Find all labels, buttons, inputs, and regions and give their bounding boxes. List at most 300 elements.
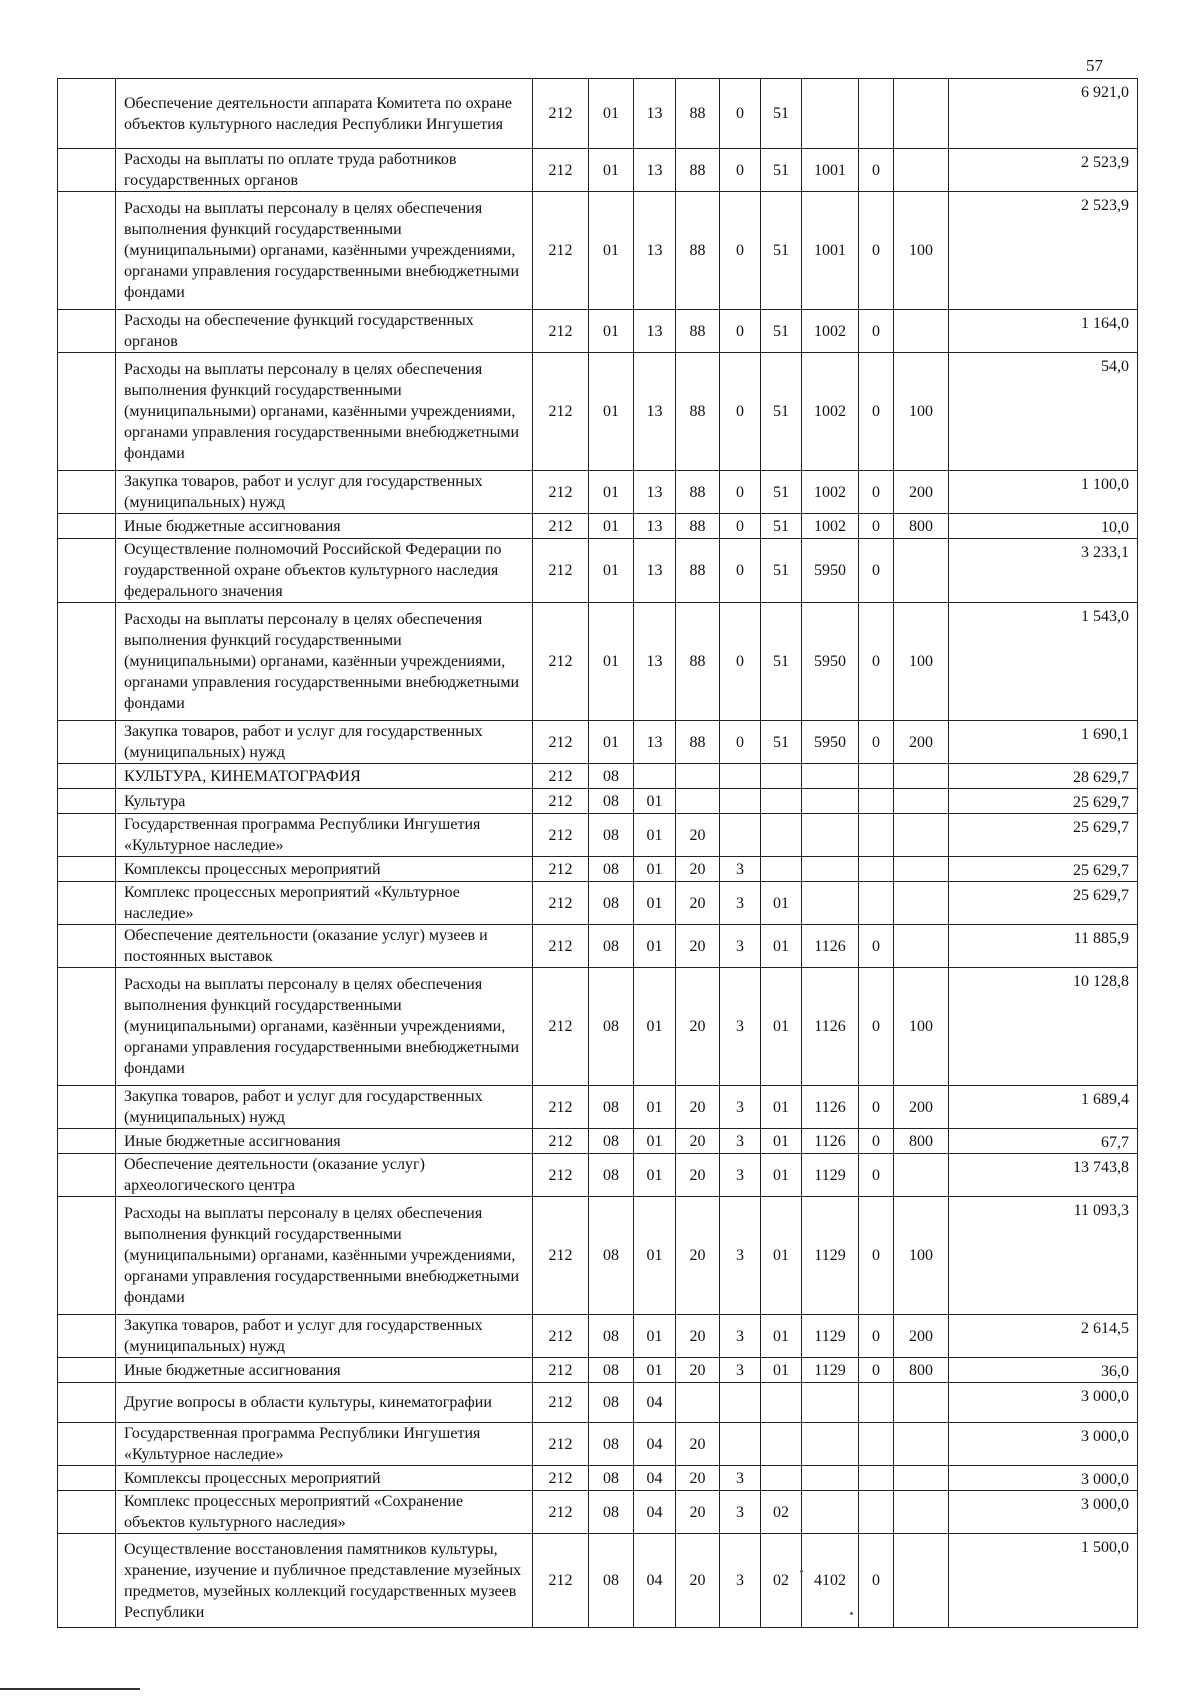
code-cell-p1: 88 <box>676 310 720 353</box>
code-cell-vr <box>894 539 949 603</box>
code-cell-p3: 01 <box>761 1086 802 1129</box>
code-cell-p3 <box>761 789 802 814</box>
code-cell-p3: 51 <box>761 79 802 149</box>
row-index-cell <box>58 1129 116 1154</box>
code-cell-p4 <box>802 789 859 814</box>
code-cell-p2: 3 <box>720 968 761 1086</box>
code-cell-ved: 212 <box>533 1466 589 1491</box>
table-row <box>58 1466 1138 1491</box>
code-cell-rz: 08 <box>589 1086 634 1129</box>
code-cell-p4: 1129 <box>802 1315 859 1358</box>
item-name-cell: Расходы на выплаты персоналу в целях обеспечения выполнения функций государственными (муниципальными) органами, казённыи учреждениями, органами управления государственными внебюджетными фондами <box>116 603 533 721</box>
code-cell-p5 <box>859 764 894 789</box>
table-row <box>58 789 1138 814</box>
row-index-cell <box>58 1358 116 1383</box>
code-cell-rz: 01 <box>589 721 634 764</box>
item-name-cell: Иные бюджетные ассигнования <box>116 1358 533 1383</box>
code-cell-rz: 08 <box>589 857 634 882</box>
scan-speck <box>850 1612 853 1615</box>
code-cell-vr: 200 <box>894 471 949 514</box>
code-cell-p1: 88 <box>676 539 720 603</box>
table-row <box>58 814 1138 857</box>
row-index-cell <box>58 1491 116 1534</box>
code-cell-vr <box>894 789 949 814</box>
item-name-cell: Иные бюджетные ассигнования <box>116 514 533 539</box>
code-cell-ved: 212 <box>533 1129 589 1154</box>
code-cell-p5: 0 <box>859 539 894 603</box>
code-cell-rz: 01 <box>589 353 634 471</box>
code-cell-pr: 13 <box>634 149 676 192</box>
item-name-cell: Расходы на выплаты персоналу в целях обеспечения выполнения функций государственными (муниципальными) органами, казёнными учреждениями, органами управления государственными внебюджетными фондами <box>116 192 533 310</box>
code-cell-vr: 800 <box>894 1358 949 1383</box>
code-cell-pr: 04 <box>634 1491 676 1534</box>
table-body <box>58 79 1138 1628</box>
table-row <box>58 1358 1138 1383</box>
code-cell-p2: 0 <box>720 353 761 471</box>
item-name-cell: Государственная программа Республики Ингушетия «Культурное наследие» <box>116 814 533 857</box>
code-cell-pr: 04 <box>634 1423 676 1466</box>
item-name-cell: Расходы на выплаты персоналу в целях обеспечения выполнения функций государственными (муниципальными) органами, казёнными учреждениями, органами управления государственными внебюджетными фондами <box>116 1197 533 1315</box>
code-cell-rz: 01 <box>589 539 634 603</box>
code-cell-p3: 01 <box>761 1154 802 1197</box>
code-cell-p3: 01 <box>761 968 802 1086</box>
code-cell-pr: 13 <box>634 471 676 514</box>
code-cell-ved: 212 <box>533 1534 589 1628</box>
code-cell-p1: 88 <box>676 353 720 471</box>
code-cell-p1: 20 <box>676 857 720 882</box>
code-cell-p5 <box>859 882 894 925</box>
code-cell-p2: 3 <box>720 1466 761 1491</box>
row-index-cell <box>58 1197 116 1315</box>
amount-cell: 25 629,7 <box>949 814 1138 857</box>
code-cell-p2: 0 <box>720 192 761 310</box>
code-cell-vr <box>894 149 949 192</box>
code-cell-p1: 88 <box>676 79 720 149</box>
code-cell-p4: 1126 <box>802 1086 859 1129</box>
code-cell-pr: 13 <box>634 721 676 764</box>
code-cell-p4: 1126 <box>802 925 859 968</box>
amount-cell: 6 921,0 <box>949 79 1138 149</box>
code-cell-p3: 01 <box>761 1197 802 1315</box>
code-cell-rz: 01 <box>589 471 634 514</box>
code-cell-p4: 5950 <box>802 721 859 764</box>
code-cell-p4: 4102 <box>802 1534 859 1628</box>
amount-cell: 3 000,0 <box>949 1423 1138 1466</box>
code-cell-p3 <box>761 1466 802 1491</box>
amount-cell: 25 629,7 <box>949 882 1138 925</box>
code-cell-p5: 0 <box>859 603 894 721</box>
row-index-cell <box>58 789 116 814</box>
code-cell-ved: 212 <box>533 764 589 789</box>
amount-cell: 2 523,9 <box>949 149 1138 192</box>
table-row <box>58 857 1138 882</box>
code-cell-p2: 3 <box>720 1491 761 1534</box>
code-cell-p4 <box>802 79 859 149</box>
code-cell-ved: 212 <box>533 310 589 353</box>
item-name-cell: КУЛЬТУРА, КИНЕМАТОГРАФИЯ <box>116 764 533 789</box>
row-index-cell <box>58 1534 116 1628</box>
row-index-cell <box>58 857 116 882</box>
code-cell-p2: 3 <box>720 1197 761 1315</box>
code-cell-pr: 01 <box>634 814 676 857</box>
item-name-cell: Комплексы процессных мероприятий <box>116 857 533 882</box>
code-cell-ved: 212 <box>533 353 589 471</box>
code-cell-rz: 08 <box>589 1491 634 1534</box>
code-cell-p4: 1126 <box>802 968 859 1086</box>
code-cell-p3: 01 <box>761 882 802 925</box>
table-row <box>58 764 1138 789</box>
code-cell-p4: 1126 <box>802 1129 859 1154</box>
page-number: 57 <box>1086 56 1103 75</box>
code-cell-rz: 01 <box>589 603 634 721</box>
item-name-cell: Расходы на выплаты персоналу в целях обеспечения выполнения функций государственными (муниципальными) органами, казёнными учреждениями, органами управления государственными внебюджетными фондами <box>116 353 533 471</box>
code-cell-p5: 0 <box>859 968 894 1086</box>
code-cell-p5: 0 <box>859 721 894 764</box>
code-cell-p2: 0 <box>720 603 761 721</box>
code-cell-pr: 13 <box>634 353 676 471</box>
code-cell-ved: 212 <box>533 1358 589 1383</box>
code-cell-p4: 1129 <box>802 1358 859 1383</box>
code-cell-p1: 20 <box>676 1197 720 1315</box>
code-cell-p2: 3 <box>720 857 761 882</box>
code-cell-p5: 0 <box>859 1154 894 1197</box>
code-cell-rz: 01 <box>589 514 634 539</box>
row-index-cell <box>58 539 116 603</box>
code-cell-p4 <box>802 882 859 925</box>
row-index-cell <box>58 764 116 789</box>
code-cell-p5 <box>859 1383 894 1423</box>
row-index-cell <box>58 353 116 471</box>
table-row <box>58 1129 1138 1154</box>
code-cell-p5 <box>859 79 894 149</box>
code-cell-p1: 88 <box>676 149 720 192</box>
code-cell-pr: 04 <box>634 1383 676 1423</box>
code-cell-vr: 100 <box>894 968 949 1086</box>
code-cell-p2 <box>720 814 761 857</box>
code-cell-p2: 0 <box>720 539 761 603</box>
code-cell-ved: 212 <box>533 1423 589 1466</box>
table-row <box>58 603 1138 721</box>
code-cell-ved: 212 <box>533 539 589 603</box>
code-cell-pr: 13 <box>634 79 676 149</box>
code-cell-p5: 0 <box>859 353 894 471</box>
budget-table <box>57 78 1138 1628</box>
code-cell-rz: 08 <box>589 1154 634 1197</box>
row-index-cell <box>58 471 116 514</box>
code-cell-pr: 13 <box>634 539 676 603</box>
code-cell-p5 <box>859 1466 894 1491</box>
item-name-cell: Осуществление полномочий Российской Федерации по гоударственной охране объектов культурного наследия федерального значения <box>116 539 533 603</box>
code-cell-ved: 212 <box>533 1154 589 1197</box>
amount-cell: 1 100,0 <box>949 471 1138 514</box>
amount-cell: 3 000,0 <box>949 1383 1138 1423</box>
code-cell-p5 <box>859 789 894 814</box>
row-index-cell <box>58 1086 116 1129</box>
code-cell-p3 <box>761 764 802 789</box>
code-cell-p1: 20 <box>676 1129 720 1154</box>
code-cell-vr <box>894 1534 949 1628</box>
code-cell-p4: 5950 <box>802 603 859 721</box>
table-row <box>58 1154 1138 1197</box>
amount-cell: 1 690,1 <box>949 721 1138 764</box>
code-cell-rz: 08 <box>589 1466 634 1491</box>
code-cell-p2 <box>720 1423 761 1466</box>
code-cell-vr: 200 <box>894 1315 949 1358</box>
table-row <box>58 471 1138 514</box>
code-cell-p3 <box>761 814 802 857</box>
code-cell-pr: 01 <box>634 857 676 882</box>
code-cell-p3: 51 <box>761 471 802 514</box>
code-cell-p3: 02 <box>761 1534 802 1628</box>
table-row <box>58 1197 1138 1315</box>
table-row <box>58 721 1138 764</box>
code-cell-vr <box>894 925 949 968</box>
code-cell-p4: 1002 <box>802 310 859 353</box>
row-index-cell <box>58 1423 116 1466</box>
code-cell-p5: 0 <box>859 1086 894 1129</box>
code-cell-pr: 01 <box>634 789 676 814</box>
code-cell-vr: 100 <box>894 1197 949 1315</box>
amount-cell: 25 629,7 <box>949 789 1138 814</box>
code-cell-p2 <box>720 789 761 814</box>
row-index-cell <box>58 79 116 149</box>
code-cell-pr: 01 <box>634 968 676 1086</box>
code-cell-p4 <box>802 814 859 857</box>
item-name-cell: Комплексы процессных мероприятий <box>116 1466 533 1491</box>
code-cell-p4 <box>802 1491 859 1534</box>
table-row <box>58 192 1138 310</box>
code-cell-ved: 212 <box>533 514 589 539</box>
code-cell-p1: 20 <box>676 1534 720 1628</box>
code-cell-rz: 08 <box>589 968 634 1086</box>
code-cell-p3: 01 <box>761 1129 802 1154</box>
code-cell-rz: 01 <box>589 310 634 353</box>
table-row <box>58 1534 1138 1628</box>
item-name-cell: Закупка товаров, работ и услуг для государственных (муниципальных) нужд <box>116 1086 533 1129</box>
code-cell-p2: 0 <box>720 471 761 514</box>
code-cell-p5 <box>859 857 894 882</box>
code-cell-ved: 212 <box>533 192 589 310</box>
amount-cell: 1 164,0 <box>949 310 1138 353</box>
item-name-cell: Комплекс процессных мероприятий «Сохранение объектов культурного наследия» <box>116 1491 533 1534</box>
table-row <box>58 1383 1138 1423</box>
amount-cell: 28 629,7 <box>949 764 1138 789</box>
code-cell-p3: 51 <box>761 721 802 764</box>
code-cell-p3: 02 <box>761 1491 802 1534</box>
table-row <box>58 968 1138 1086</box>
code-cell-p3: 01 <box>761 1315 802 1358</box>
code-cell-ved: 212 <box>533 1197 589 1315</box>
code-cell-p4: 1129 <box>802 1197 859 1315</box>
code-cell-p5: 0 <box>859 310 894 353</box>
code-cell-ved: 212 <box>533 1086 589 1129</box>
code-cell-ved: 212 <box>533 968 589 1086</box>
table-row <box>58 1491 1138 1534</box>
code-cell-vr <box>894 79 949 149</box>
code-cell-p3 <box>761 1423 802 1466</box>
code-cell-p2: 3 <box>720 1358 761 1383</box>
code-cell-rz: 08 <box>589 814 634 857</box>
code-cell-p1: 20 <box>676 1315 720 1358</box>
amount-cell: 2 614,5 <box>949 1315 1138 1358</box>
code-cell-rz: 08 <box>589 1423 634 1466</box>
code-cell-pr: 01 <box>634 1129 676 1154</box>
item-name-cell: Осуществление восстановления памятников культуры, хранение, изучение и публичное представление музейных предметов, музейных коллекций государственных музеев Республики <box>116 1534 533 1628</box>
item-name-cell: Расходы на выплаты по оплате труда работников государственных органов <box>116 149 533 192</box>
code-cell-p1: 20 <box>676 814 720 857</box>
code-cell-p4 <box>802 1466 859 1491</box>
row-index-cell <box>58 968 116 1086</box>
item-name-cell: Культура <box>116 789 533 814</box>
code-cell-ved: 212 <box>533 925 589 968</box>
row-index-cell <box>58 882 116 925</box>
code-cell-vr <box>894 882 949 925</box>
row-index-cell <box>58 1466 116 1491</box>
row-index-cell <box>58 310 116 353</box>
code-cell-ved: 212 <box>533 1315 589 1358</box>
code-cell-ved: 212 <box>533 603 589 721</box>
code-cell-vr: 800 <box>894 1129 949 1154</box>
code-cell-p1 <box>676 789 720 814</box>
code-cell-p2: 3 <box>720 1129 761 1154</box>
code-cell-pr: 13 <box>634 603 676 721</box>
table-row <box>58 310 1138 353</box>
code-cell-p3: 01 <box>761 925 802 968</box>
code-cell-p5: 0 <box>859 1358 894 1383</box>
code-cell-pr: 01 <box>634 925 676 968</box>
code-cell-p1: 20 <box>676 1358 720 1383</box>
code-cell-p2: 3 <box>720 1086 761 1129</box>
code-cell-rz: 08 <box>589 1383 634 1423</box>
table-row <box>58 79 1138 149</box>
item-name-cell: Расходы на обеспечение функций государственных органов <box>116 310 533 353</box>
item-name-cell: Расходы на выплаты персоналу в целях обеспечения выполнения функций государственными (муниципальными) органами, казённыи учреждениями, органами управления государственными внебюджетными фондами <box>116 968 533 1086</box>
table-row <box>58 539 1138 603</box>
row-index-cell <box>58 1383 116 1423</box>
amount-cell: 3 000,0 <box>949 1491 1138 1534</box>
code-cell-ved: 212 <box>533 721 589 764</box>
code-cell-vr: 800 <box>894 514 949 539</box>
code-cell-p3 <box>761 857 802 882</box>
table-row <box>58 882 1138 925</box>
item-name-cell: Закупка товаров, работ и услуг для государственных (муниципальных) нужд <box>116 1315 533 1358</box>
code-cell-p1: 20 <box>676 968 720 1086</box>
code-cell-p3: 51 <box>761 192 802 310</box>
code-cell-p2 <box>720 764 761 789</box>
code-cell-rz: 08 <box>589 789 634 814</box>
scan-edge-mark <box>0 1688 140 1690</box>
code-cell-rz: 01 <box>589 149 634 192</box>
code-cell-p3: 51 <box>761 310 802 353</box>
code-cell-ved: 212 <box>533 857 589 882</box>
item-name-cell: Иные бюджетные ассигнования <box>116 1129 533 1154</box>
code-cell-p1 <box>676 764 720 789</box>
code-cell-p4 <box>802 1423 859 1466</box>
code-cell-p3: 51 <box>761 603 802 721</box>
code-cell-ved: 212 <box>533 789 589 814</box>
row-index-cell <box>58 149 116 192</box>
code-cell-ved: 212 <box>533 471 589 514</box>
code-cell-pr: 13 <box>634 192 676 310</box>
code-cell-pr: 13 <box>634 310 676 353</box>
code-cell-p3: 51 <box>761 539 802 603</box>
table-row <box>58 925 1138 968</box>
amount-cell: 54,0 <box>949 353 1138 471</box>
amount-cell: 25 629,7 <box>949 857 1138 882</box>
item-name-cell: Обеспечение деятельности (оказание услуг) археологического центра <box>116 1154 533 1197</box>
code-cell-rz: 08 <box>589 925 634 968</box>
code-cell-pr: 01 <box>634 1197 676 1315</box>
code-cell-p3 <box>761 1383 802 1423</box>
code-cell-pr <box>634 764 676 789</box>
code-cell-p2: 0 <box>720 79 761 149</box>
code-cell-ved: 212 <box>533 814 589 857</box>
item-name-cell: Закупка товаров, работ и услуг для государственных (муниципальных) нужд <box>116 471 533 514</box>
code-cell-vr: 200 <box>894 721 949 764</box>
code-cell-p3: 51 <box>761 353 802 471</box>
code-cell-p5: 0 <box>859 925 894 968</box>
code-cell-rz: 08 <box>589 764 634 789</box>
code-cell-vr: 100 <box>894 192 949 310</box>
code-cell-vr <box>894 814 949 857</box>
code-cell-p5: 0 <box>859 192 894 310</box>
code-cell-p1: 20 <box>676 1423 720 1466</box>
code-cell-p1: 88 <box>676 514 720 539</box>
code-cell-rz: 08 <box>589 1315 634 1358</box>
code-cell-p2 <box>720 1383 761 1423</box>
code-cell-pr: 01 <box>634 1086 676 1129</box>
item-name-cell: Закупка товаров, работ и услуг для государственных (муниципальных) нужд <box>116 721 533 764</box>
amount-cell: 10,0 <box>949 514 1138 539</box>
code-cell-p1: 20 <box>676 1466 720 1491</box>
code-cell-p5 <box>859 1491 894 1534</box>
code-cell-p2: 3 <box>720 925 761 968</box>
code-cell-p1: 88 <box>676 603 720 721</box>
code-cell-vr <box>894 1154 949 1197</box>
row-index-cell <box>58 814 116 857</box>
code-cell-vr <box>894 764 949 789</box>
code-cell-p1: 20 <box>676 925 720 968</box>
code-cell-p2: 3 <box>720 1534 761 1628</box>
code-cell-p5: 0 <box>859 1315 894 1358</box>
code-cell-p1: 88 <box>676 721 720 764</box>
table-row <box>58 1315 1138 1358</box>
row-index-cell <box>58 192 116 310</box>
code-cell-p4: 1001 <box>802 192 859 310</box>
code-cell-vr: 100 <box>894 353 949 471</box>
code-cell-vr: 100 <box>894 603 949 721</box>
code-cell-p3: 51 <box>761 514 802 539</box>
code-cell-pr: 01 <box>634 1358 676 1383</box>
code-cell-p2: 3 <box>720 1315 761 1358</box>
code-cell-p2: 0 <box>720 721 761 764</box>
code-cell-p2: 0 <box>720 310 761 353</box>
code-cell-vr <box>894 1491 949 1534</box>
code-cell-pr: 01 <box>634 882 676 925</box>
amount-cell: 3 233,1 <box>949 539 1138 603</box>
code-cell-p4: 1002 <box>802 471 859 514</box>
code-cell-p4 <box>802 857 859 882</box>
code-cell-rz: 01 <box>589 192 634 310</box>
code-cell-vr <box>894 857 949 882</box>
code-cell-p1: 88 <box>676 192 720 310</box>
code-cell-p5: 0 <box>859 471 894 514</box>
row-index-cell <box>58 721 116 764</box>
code-cell-rz: 08 <box>589 1197 634 1315</box>
table-row <box>58 353 1138 471</box>
table-row <box>58 149 1138 192</box>
amount-cell: 13 743,8 <box>949 1154 1138 1197</box>
